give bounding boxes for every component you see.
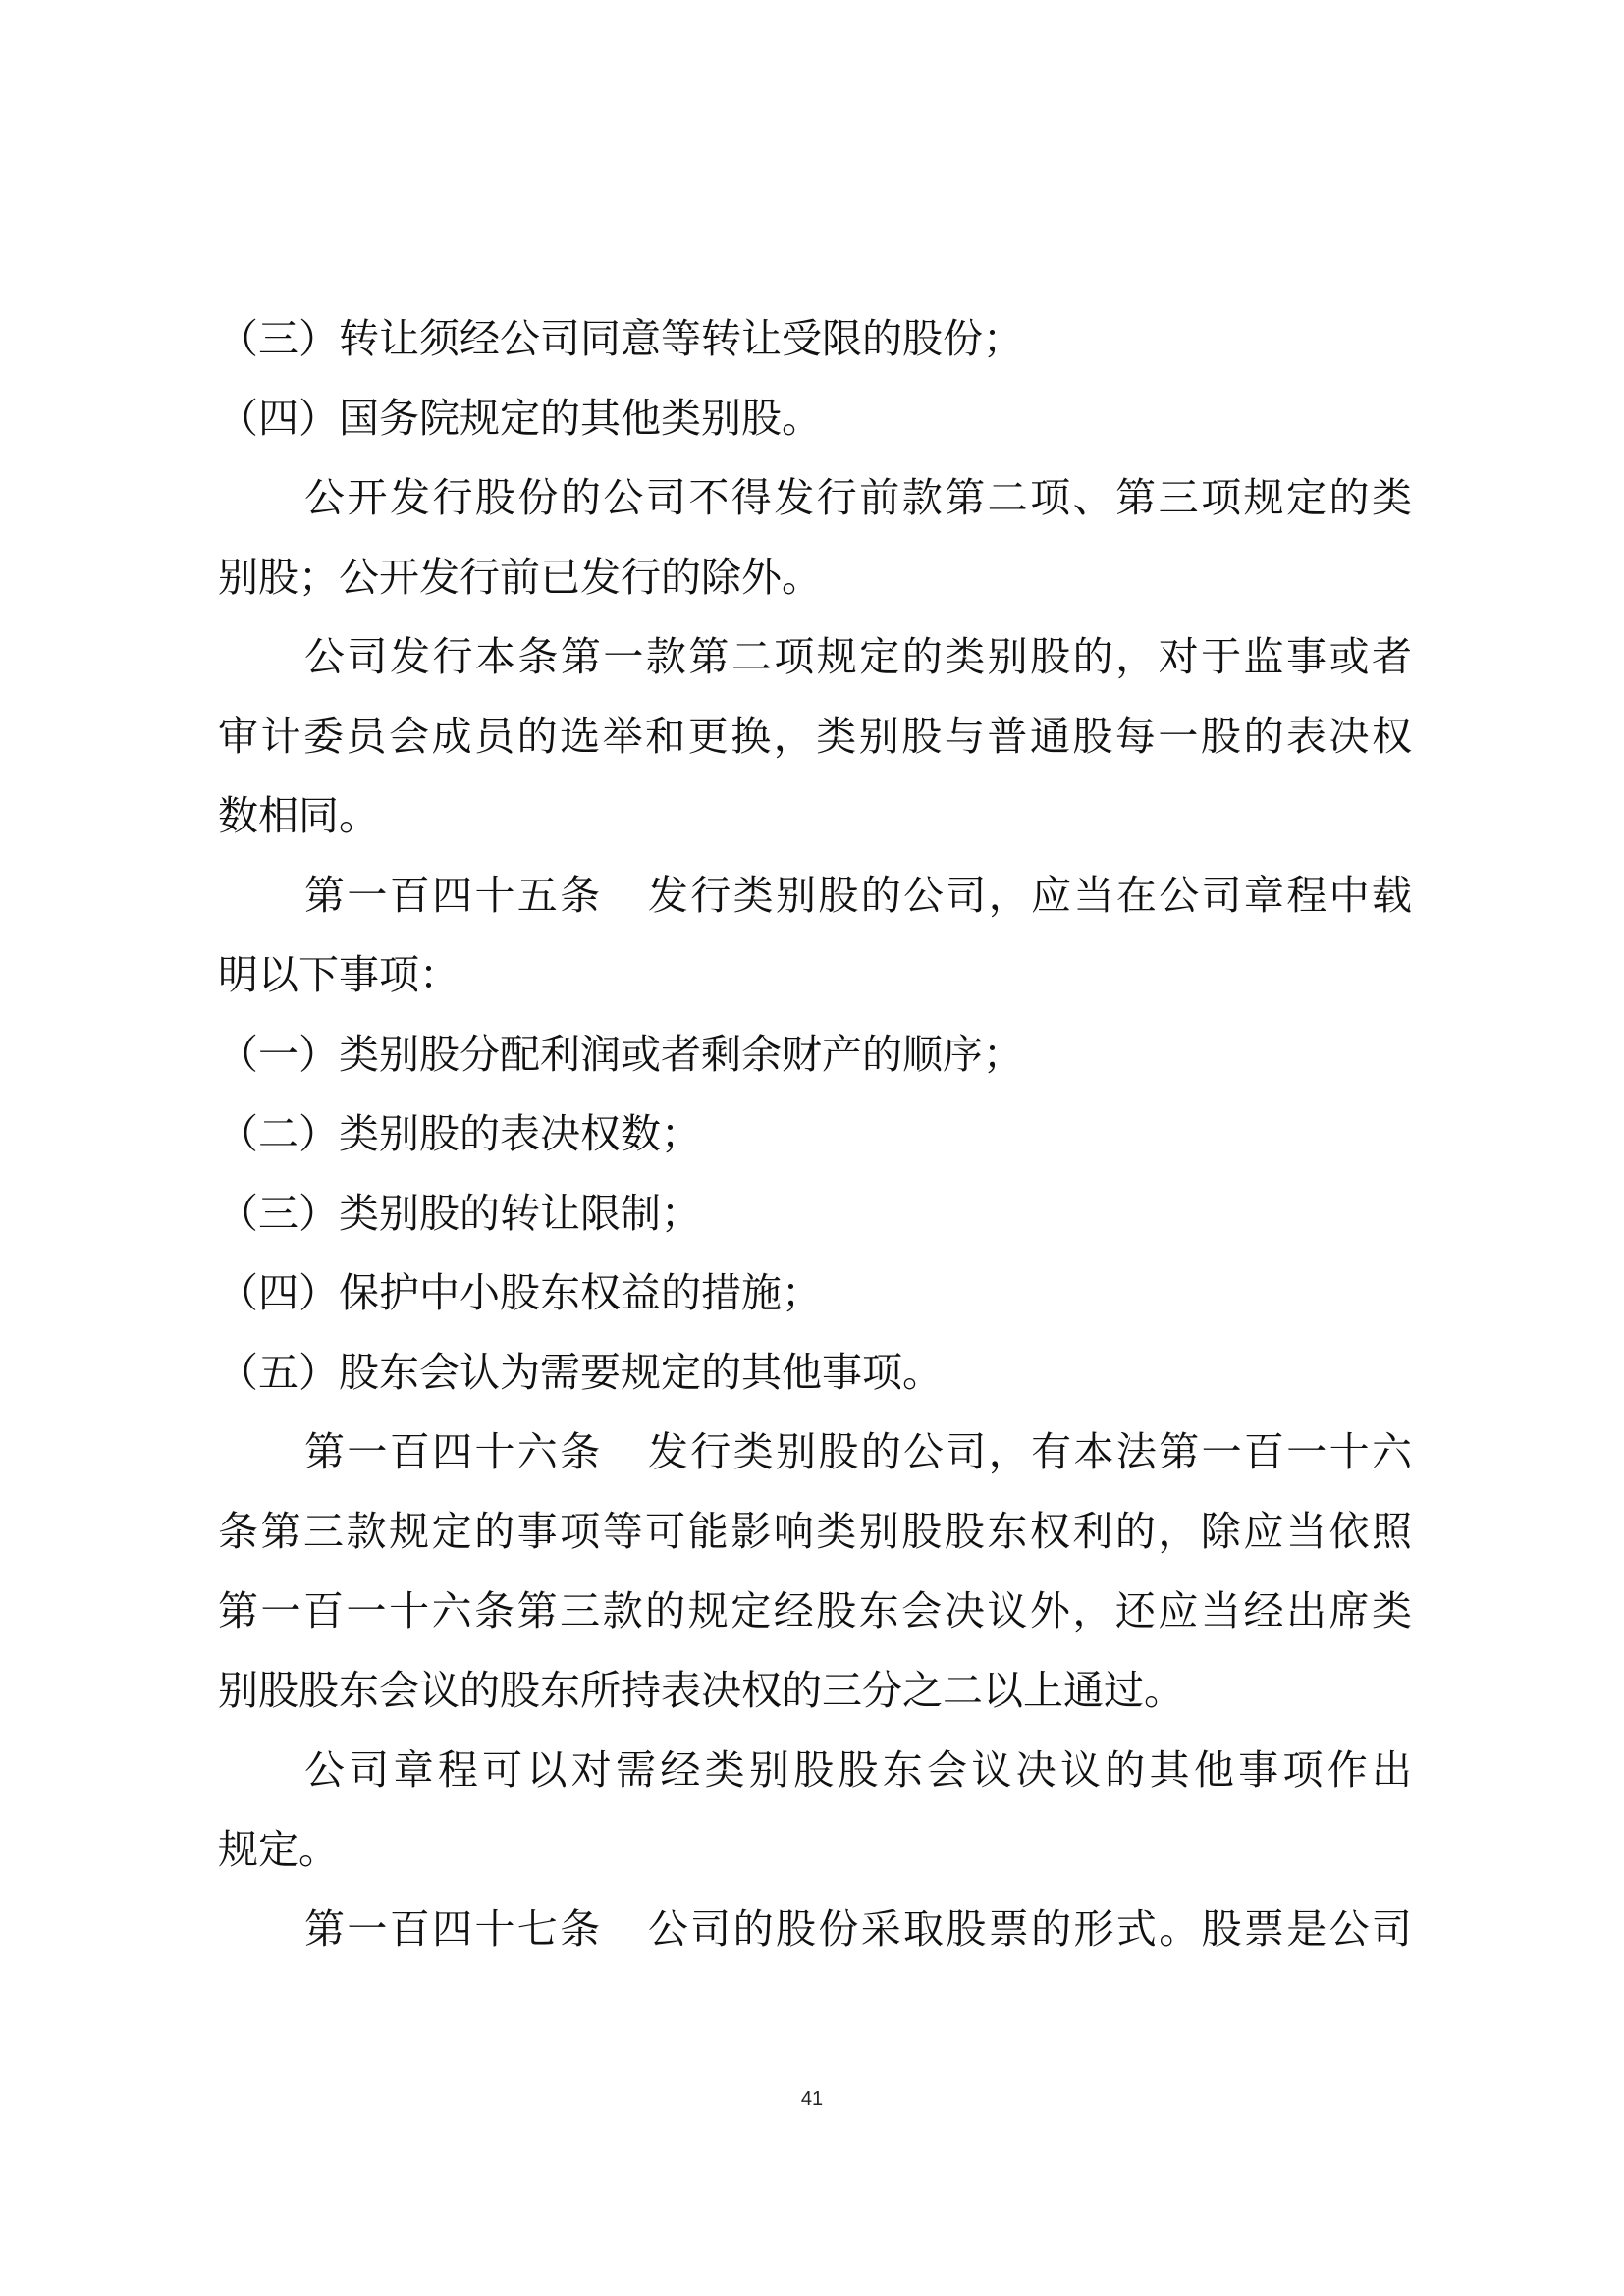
text-line-19: 公司章程可以对需经类别股股东会议决议的其他事项作出 (304, 1746, 1412, 1793)
text-line-18: 别股股东会议的股东所持表决权的三分之二以上通过。 (218, 1667, 1184, 1714)
text-line-17: 第一百一十六条第三款的规定经股东会决议外，还应当经出席类 (218, 1587, 1412, 1634)
text-line-12: （三）类别股的转让限制； (218, 1190, 701, 1237)
article-147-line (218, 1890, 1412, 1969)
text-line-1: （三）转让须经公司同意等转让受限的股份； (218, 315, 1023, 362)
text-line-10: （一）类别股分配利润或者剩余财产的顺序； (218, 1031, 1023, 1078)
text-line-4: 别股；公开发行前已发行的除外。 (218, 554, 822, 601)
article-145-text: 发行类别股的公司，应当在公司章程中载 (645, 872, 1412, 919)
text-line-13: （四）保护中小股东权益的措施； (218, 1269, 822, 1316)
article-146-text: 发行类别股的公司，有本法第一百一十六 (645, 1428, 1412, 1475)
text-line-11: （二）类别股的表决权数； (218, 1110, 701, 1157)
article-147-text: 公司的股份采取股票的形式。股票是公司 (645, 1905, 1412, 1952)
document-body (218, 299, 1412, 1969)
text-line-14: （五）股东会认为需要规定的其他事项。 (218, 1349, 943, 1396)
article-147-heading: 第一百四十七条 (304, 1905, 603, 1952)
text-line-2: （四）国务院规定的其他类别股。 (218, 395, 822, 442)
text-line-16: 条第三款规定的事项等可能影响类别股股东权利的，除应当依照 (218, 1508, 1412, 1555)
text-line-7: 数相同。 (218, 792, 379, 839)
article-146-heading: 第一百四十六条 (304, 1428, 603, 1475)
article-146-line (218, 1413, 1412, 1492)
article-145-heading: 第一百四十五条 (304, 872, 603, 919)
text-line-20: 规定。 (218, 1826, 339, 1873)
text-line-9: 明以下事项： (218, 951, 460, 998)
page-number: 41 (800, 2088, 824, 2109)
text-line-3: 公开发行股份的公司不得发行前款第二项、第三项规定的类 (304, 474, 1412, 521)
text-line-6: 审计委员会成员的选举和更换，类别股与普通股每一股的表决权 (218, 713, 1412, 760)
article-145-line (218, 856, 1412, 935)
text-line-5: 公司发行本条第一款第二项规定的类别股的，对于监事或者 (304, 633, 1412, 680)
